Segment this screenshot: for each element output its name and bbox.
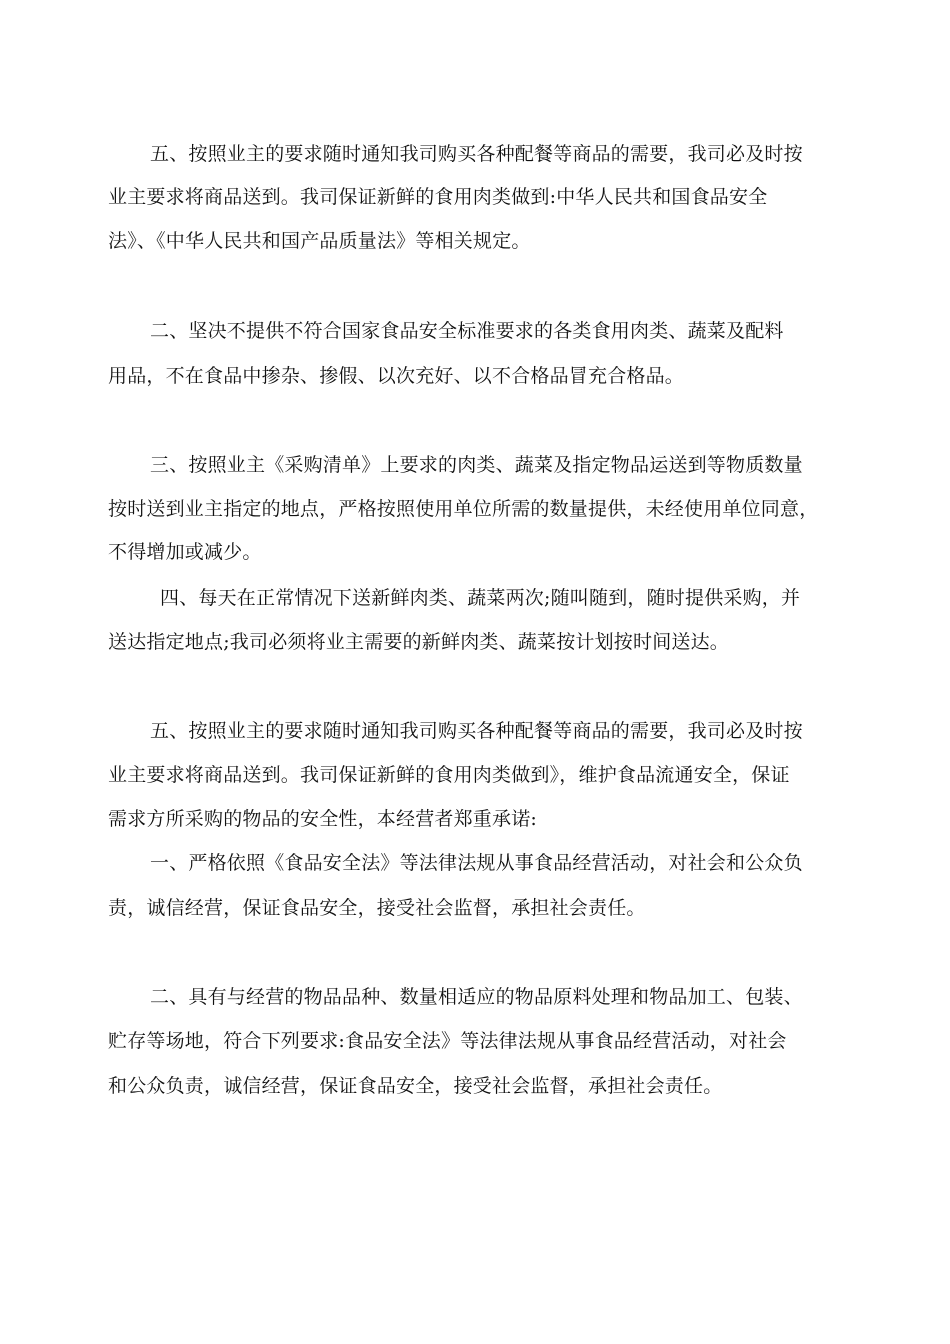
paragraph-3-line-3: 不得增加或减少。 [108,541,262,563]
paragraph-2-line-1: 二、坚决不提供不符合国家食品安全标准要求的各类食用肉类、蔬菜及配料 [150,320,784,342]
paragraph-1-line-3: 法》、《中华人民共和国产品质量法》等相关规定。 [108,230,531,252]
paragraph-7-line-3: 和公众负责，诚信经营，保证食品安全，接受社会监督，承担社会责任。 [108,1075,723,1097]
paragraph-7-line-2: 贮存等场地，符合下列要求:食品安全法》等法律法规从事食品经营活动，对社会 [108,1030,787,1052]
paragraph-6-line-2: 责，诚信经营，保证食品安全，接受社会监督，承担社会责任。 [108,897,646,919]
paragraph-3-line-1: 三、按照业主《采购清单》上要求的肉类、蔬菜及指定物品运送到等物质数量 [150,454,803,476]
paragraph-1-line-1: 五、按照业主的要求随时通知我司购买各种配餐等商品的需要，我司必及时按 [150,143,803,165]
paragraph-4-line-2: 送达指定地点;我司必须将业主需要的新鲜肉类、蔬菜按计划按时间送达。 [108,631,730,653]
paragraph-2-line-2: 用品，不在食品中掺杂、掺假、以次充好、以不合格品冒充合格品。 [108,365,685,387]
paragraph-5-line-3: 需求方所采购的物品的安全性，本经营者郑重承诺: [108,808,538,830]
paragraph-3-line-2: 按时送到业主指定的地点，严格按照使用单位所需的数量提供，未经使用单位同意， [108,498,819,520]
paragraph-1-line-2: 业主要求将商品送到。我司保证新鲜的食用肉类做到:中华人民共和国食品安全 [108,186,768,208]
paragraph-4-line-1: 四、每天在正常情况下送新鲜肉类、蔬菜两次;随叫随到，随时提供采购，并 [160,587,801,609]
paragraph-5-line-1: 五、按照业主的要求随时通知我司购买各种配餐等商品的需要，我司必及时按 [150,720,803,742]
paragraph-6-line-1: 一、严格依照《食品安全法》等法律法规从事食品经营活动，对社会和公众负 [150,852,803,874]
paragraph-7-line-1: 二、具有与经营的物品品种、数量相适应的物品原料处理和物品加工、包装、 [150,986,803,1008]
paragraph-5-line-2: 业主要求将商品送到。我司保证新鲜的食用肉类做到》，维护食品流通安全，保证 [108,764,790,786]
